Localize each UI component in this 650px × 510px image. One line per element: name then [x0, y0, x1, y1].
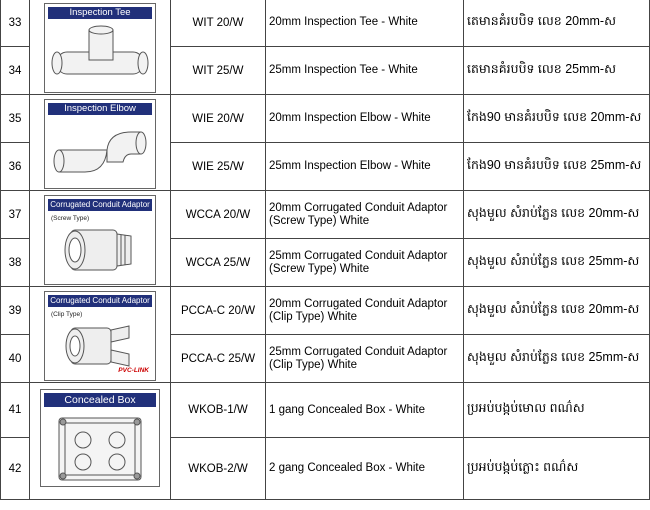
- image-subtitle: (Clip Type): [51, 311, 83, 318]
- image-cell: [30, 95, 171, 191]
- item-code: WKOB-1/W: [171, 383, 266, 438]
- item-khmer-description: ប្រអប់បង្កប់ភ្លោះ ពណ៌ស: [464, 438, 650, 500]
- table-row: [1, 95, 650, 143]
- row-number: 41: [1, 383, 30, 438]
- row-number: 33: [1, 0, 30, 47]
- screw-adaptor-image: [44, 195, 156, 285]
- row-number: 36: [1, 143, 30, 191]
- concealed-box-icon: [41, 390, 159, 486]
- image-title: Corrugated Conduit Adaptor: [48, 199, 152, 211]
- item-code: WCCA 25/W: [171, 239, 266, 287]
- row-number: 40: [1, 335, 30, 383]
- image-title: Inspection Elbow: [48, 103, 152, 115]
- item-description: 25mm Corrugated Conduit Adaptor (Screw Type) White: [266, 239, 464, 287]
- inspection-tee-icon: [45, 4, 155, 92]
- item-khmer-description: តេមានគំរបបិទ លេខ 20mm-ស: [464, 0, 650, 47]
- item-code: WKOB-2/W: [171, 438, 266, 500]
- item-khmer-description: សុងមួល សំរាប់ភ្លែន លេខ 20mm-ស: [464, 287, 650, 335]
- row-number: 39: [1, 287, 30, 335]
- item-description: 25mm Inspection Elbow - White: [266, 143, 464, 191]
- table-row: [1, 287, 650, 335]
- item-code: PCCA-C 20/W: [171, 287, 266, 335]
- item-khmer-description: សុងមួល សំរាប់ភ្លែន លេខ 25mm-ស: [464, 335, 650, 383]
- inspection-elbow-icon: [45, 100, 155, 188]
- image-cell: [30, 0, 171, 95]
- item-description: 20mm Corrugated Conduit Adaptor (Clip Type) White: [266, 287, 464, 335]
- item-code: PCCA-C 25/W: [171, 335, 266, 383]
- image-cell: [30, 383, 171, 500]
- clip-adaptor-image: [44, 291, 156, 381]
- row-number: 35: [1, 95, 30, 143]
- item-code: WIE 25/W: [171, 143, 266, 191]
- row-number: 38: [1, 239, 30, 287]
- row-number: 34: [1, 47, 30, 95]
- item-description: 2 gang Concealed Box - White: [266, 438, 464, 500]
- item-description: 20mm Inspection Elbow - White: [266, 95, 464, 143]
- item-khmer-description: កែង90 មានគំរបបិទ លេខ 25mm-ស: [464, 143, 650, 191]
- item-code: WIT 25/W: [171, 47, 266, 95]
- image-subtitle: (Screw Type): [51, 215, 90, 222]
- concealed-box-image: [40, 389, 160, 487]
- table-row: [1, 191, 650, 239]
- row-number: 37: [1, 191, 30, 239]
- item-description: 25mm Inspection Tee - White: [266, 47, 464, 95]
- inspection-elbow-image: [44, 99, 156, 189]
- item-khmer-description: សុងមួល សំរាប់ភ្លែន លេខ 20mm-ស: [464, 191, 650, 239]
- table-row: [1, 0, 650, 47]
- item-code: WIT 20/W: [171, 0, 266, 47]
- image-cell: [30, 287, 171, 383]
- table-row: [1, 383, 650, 438]
- item-code: WCCA 20/W: [171, 191, 266, 239]
- image-title: Inspection Tee: [48, 7, 152, 19]
- item-khmer-description: កែង90 មានគំរបបិទ លេខ 20mm-ស: [464, 95, 650, 143]
- item-khmer-description: សុងមួល សំរាប់ភ្លែន លេខ 25mm-ស: [464, 239, 650, 287]
- row-number: 42: [1, 438, 30, 500]
- image-cell: [30, 191, 171, 287]
- item-code: WIE 20/W: [171, 95, 266, 143]
- item-khmer-description: ប្រអប់បង្កប់មោល ពណ៌ស: [464, 383, 650, 438]
- inspection-tee-image: [44, 3, 156, 93]
- item-description: 20mm Inspection Tee - White: [266, 0, 464, 47]
- item-description: 20mm Corrugated Conduit Adaptor (Screw Type) White: [266, 191, 464, 239]
- brand-logo: PVC-LINK: [118, 367, 149, 374]
- item-description: 1 gang Concealed Box - White: [266, 383, 464, 438]
- screw-adaptor-icon: [45, 196, 155, 284]
- item-description: 25mm Corrugated Conduit Adaptor (Clip Type) White: [266, 335, 464, 383]
- image-title: Concealed Box: [44, 393, 156, 407]
- item-khmer-description: តេមានគំរបបិទ លេខ 25mm-ស: [464, 47, 650, 95]
- image-title: Corrugated Conduit Adaptor: [48, 295, 152, 307]
